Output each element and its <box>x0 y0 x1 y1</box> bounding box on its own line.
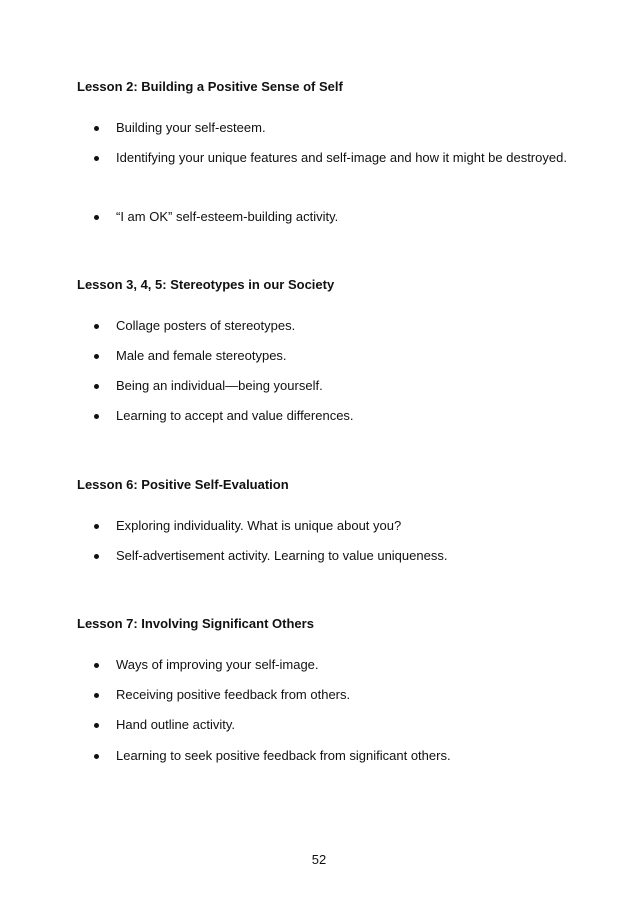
list-item <box>94 748 574 771</box>
page-number: 52 <box>311 852 327 867</box>
list-item-text: Ways of improving your self-image. <box>116 657 319 672</box>
list-item <box>94 150 574 173</box>
bullet-icon <box>94 754 99 759</box>
list-item-text: Being an individual—being yourself. <box>116 378 323 393</box>
lesson-7-heading: Lesson 7: Involving Significant Others <box>77 616 314 631</box>
list-item-text: Identifying your unique features and self-image and how it might be destroyed. <box>116 150 567 165</box>
bullet-icon <box>94 354 99 359</box>
bullet-icon <box>94 663 99 668</box>
list-item-text: Hand outline activity. <box>116 717 235 732</box>
bullet-icon <box>94 126 99 131</box>
list-item <box>94 518 574 541</box>
list-item-text: Learning to seek positive feedback from significant others. <box>116 748 451 763</box>
list-item <box>94 657 574 680</box>
list-item <box>94 408 574 431</box>
bullet-icon <box>94 156 99 161</box>
list-item-text: Receiving positive feedback from others. <box>116 687 351 702</box>
bullet-icon <box>94 554 99 559</box>
list-item <box>94 378 574 401</box>
lesson-6-heading: Lesson 6: Positive Self-Evaluation <box>77 477 289 492</box>
bullet-icon <box>94 384 99 389</box>
bullet-icon <box>94 324 99 329</box>
list-item <box>94 687 574 710</box>
bullet-icon <box>94 723 99 728</box>
lesson-2-heading: Lesson 2: Building a Positive Sense of Self <box>77 79 343 94</box>
bullet-icon <box>94 215 99 220</box>
list-item <box>94 348 574 371</box>
list-item <box>94 717 574 740</box>
lesson-3-4-5-heading: Lesson 3, 4, 5: Stereotypes in our Society <box>77 277 335 292</box>
bullet-icon <box>94 524 99 529</box>
list-item-text: Self-advertisement activity. Learning to value uniqueness. <box>116 548 448 563</box>
list-item-text: Male and female stereotypes. <box>116 348 287 363</box>
list-item <box>94 120 574 143</box>
list-item-text: Exploring individuality. What is unique about you? <box>116 518 402 533</box>
list-item-text: Learning to accept and value differences. <box>116 408 354 423</box>
list-item-text: Collage posters of stereotypes. <box>116 318 296 333</box>
list-item <box>94 318 574 341</box>
list-item <box>94 209 574 232</box>
list-item-text: Building your self-esteem. <box>116 120 266 135</box>
bullet-icon <box>94 693 99 698</box>
bullet-icon <box>94 414 99 419</box>
list-item-text: “I am OK” self-esteem-building activity. <box>116 209 339 224</box>
list-item <box>94 548 574 571</box>
